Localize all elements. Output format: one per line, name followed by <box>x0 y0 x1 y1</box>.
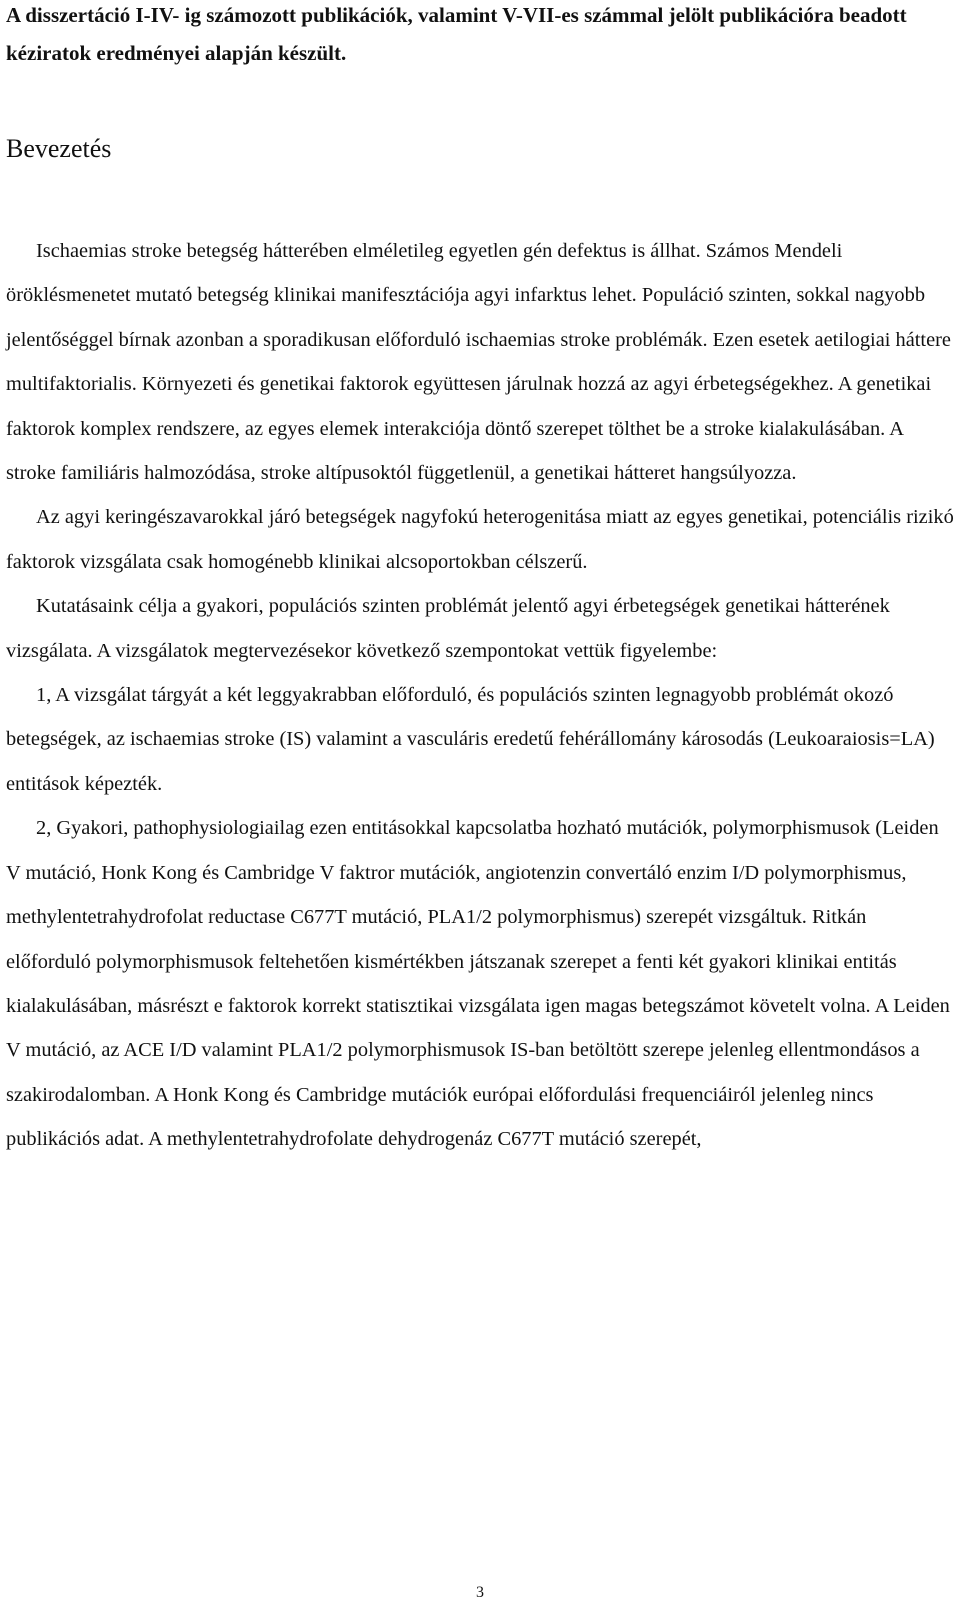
paragraph: 2, Gyakori, pathophysiologiailag ezen entitásokkal kapcsolatba hozható mutációk, polymorphismusok (Leiden V mutáció, Honk Kong és Cambridge V faktror mutációk, angiotenzin convertáló enzim I/D polymorphismus, methylentetrahydrofolat reductase C677T mutáció, PLA1/2 polymorphismus) szerepét vizsgáltuk. Ritkán előforduló polymorphismusok feltehetően kismértékben játszanak szerepet a fenti két gyakori klinikai entitás kialakulásában, másrészt e faktorok korrekt statisztikai vizsgálata igen magas betegszámot követelt volna. A Leiden V mutáció, az ACE I/D valamint PLA1/2 polymorphismusok IS-ban betöltött szerepe jelenleg ellentmondásos a szakirodalomban. A Honk Kong és Cambridge mutációk európai előfordulási frequenciáiról jelenleg nincs publikációs adat. A methylentetrahydrofolate dehydrogenáz C677T mutáció szerepét, <box>6 817 950 1151</box>
page-number: 3 <box>476 1584 484 1601</box>
paragraph: Az agyi keringészavarokkal járó betegségek nagyfokú heterogenitása miatt az egyes genetikai, potenciális rizikó faktorok vizsgálata csak homogénebb klinikai alcsoportokban célszerű. <box>6 506 954 573</box>
paragraph: Ischaemias stroke betegség hátterében elméletileg egyetlen gén defektus is állhat. Számos Mendeli öröklésmenetet mutató betegség klinikai manifesztációja agyi infarktus lehet. Populáció szinten, sokkal nagyobb jelentőséggel bírnak azonban a sporadikusan előforduló ischaemias stroke problémák. Ezen esetek aetilogiai háttere multifaktorialis. Környezeti és genetikai faktorok együttesen járulnak hozzá az agyi érbetegségekhez. A genetikai faktorok komplex rendszere, az egyes elemek interakciója döntő szerepet tölthet be a stroke kialakulásában. A stroke familiáris halmozódása, stroke altípusoktól függetlenül, a genetikai hátteret hangsúlyozza. <box>6 240 951 485</box>
body-text <box>6 229 956 1162</box>
intro-statement: A disszertáció I-IV- ig számozott publikációk, valamint V-VII-es számmal jelölt publikációra beadott kéziratok eredményei alapján készült. <box>6 3 907 65</box>
paragraph: Kutatásaink célja a gyakori, populációs szinten problémát jelentő agyi érbetegségek genetikai hátterének vizsgálata. A vizsgálatok megtervezésekor következő szempontokat vettük figyelembe: <box>6 595 890 662</box>
section-heading: Bevezetés <box>6 134 112 163</box>
paragraph: 1, A vizsgálat tárgyát a két leggyakrabban előforduló, és populációs szinten legnagyobb problémát okozó betegségek, az ischaemias stroke (IS) valamint a vasculáris eredetű fehérállomány károsodás (Leukoaraiosis=LA) entitások képezték. <box>6 684 935 795</box>
